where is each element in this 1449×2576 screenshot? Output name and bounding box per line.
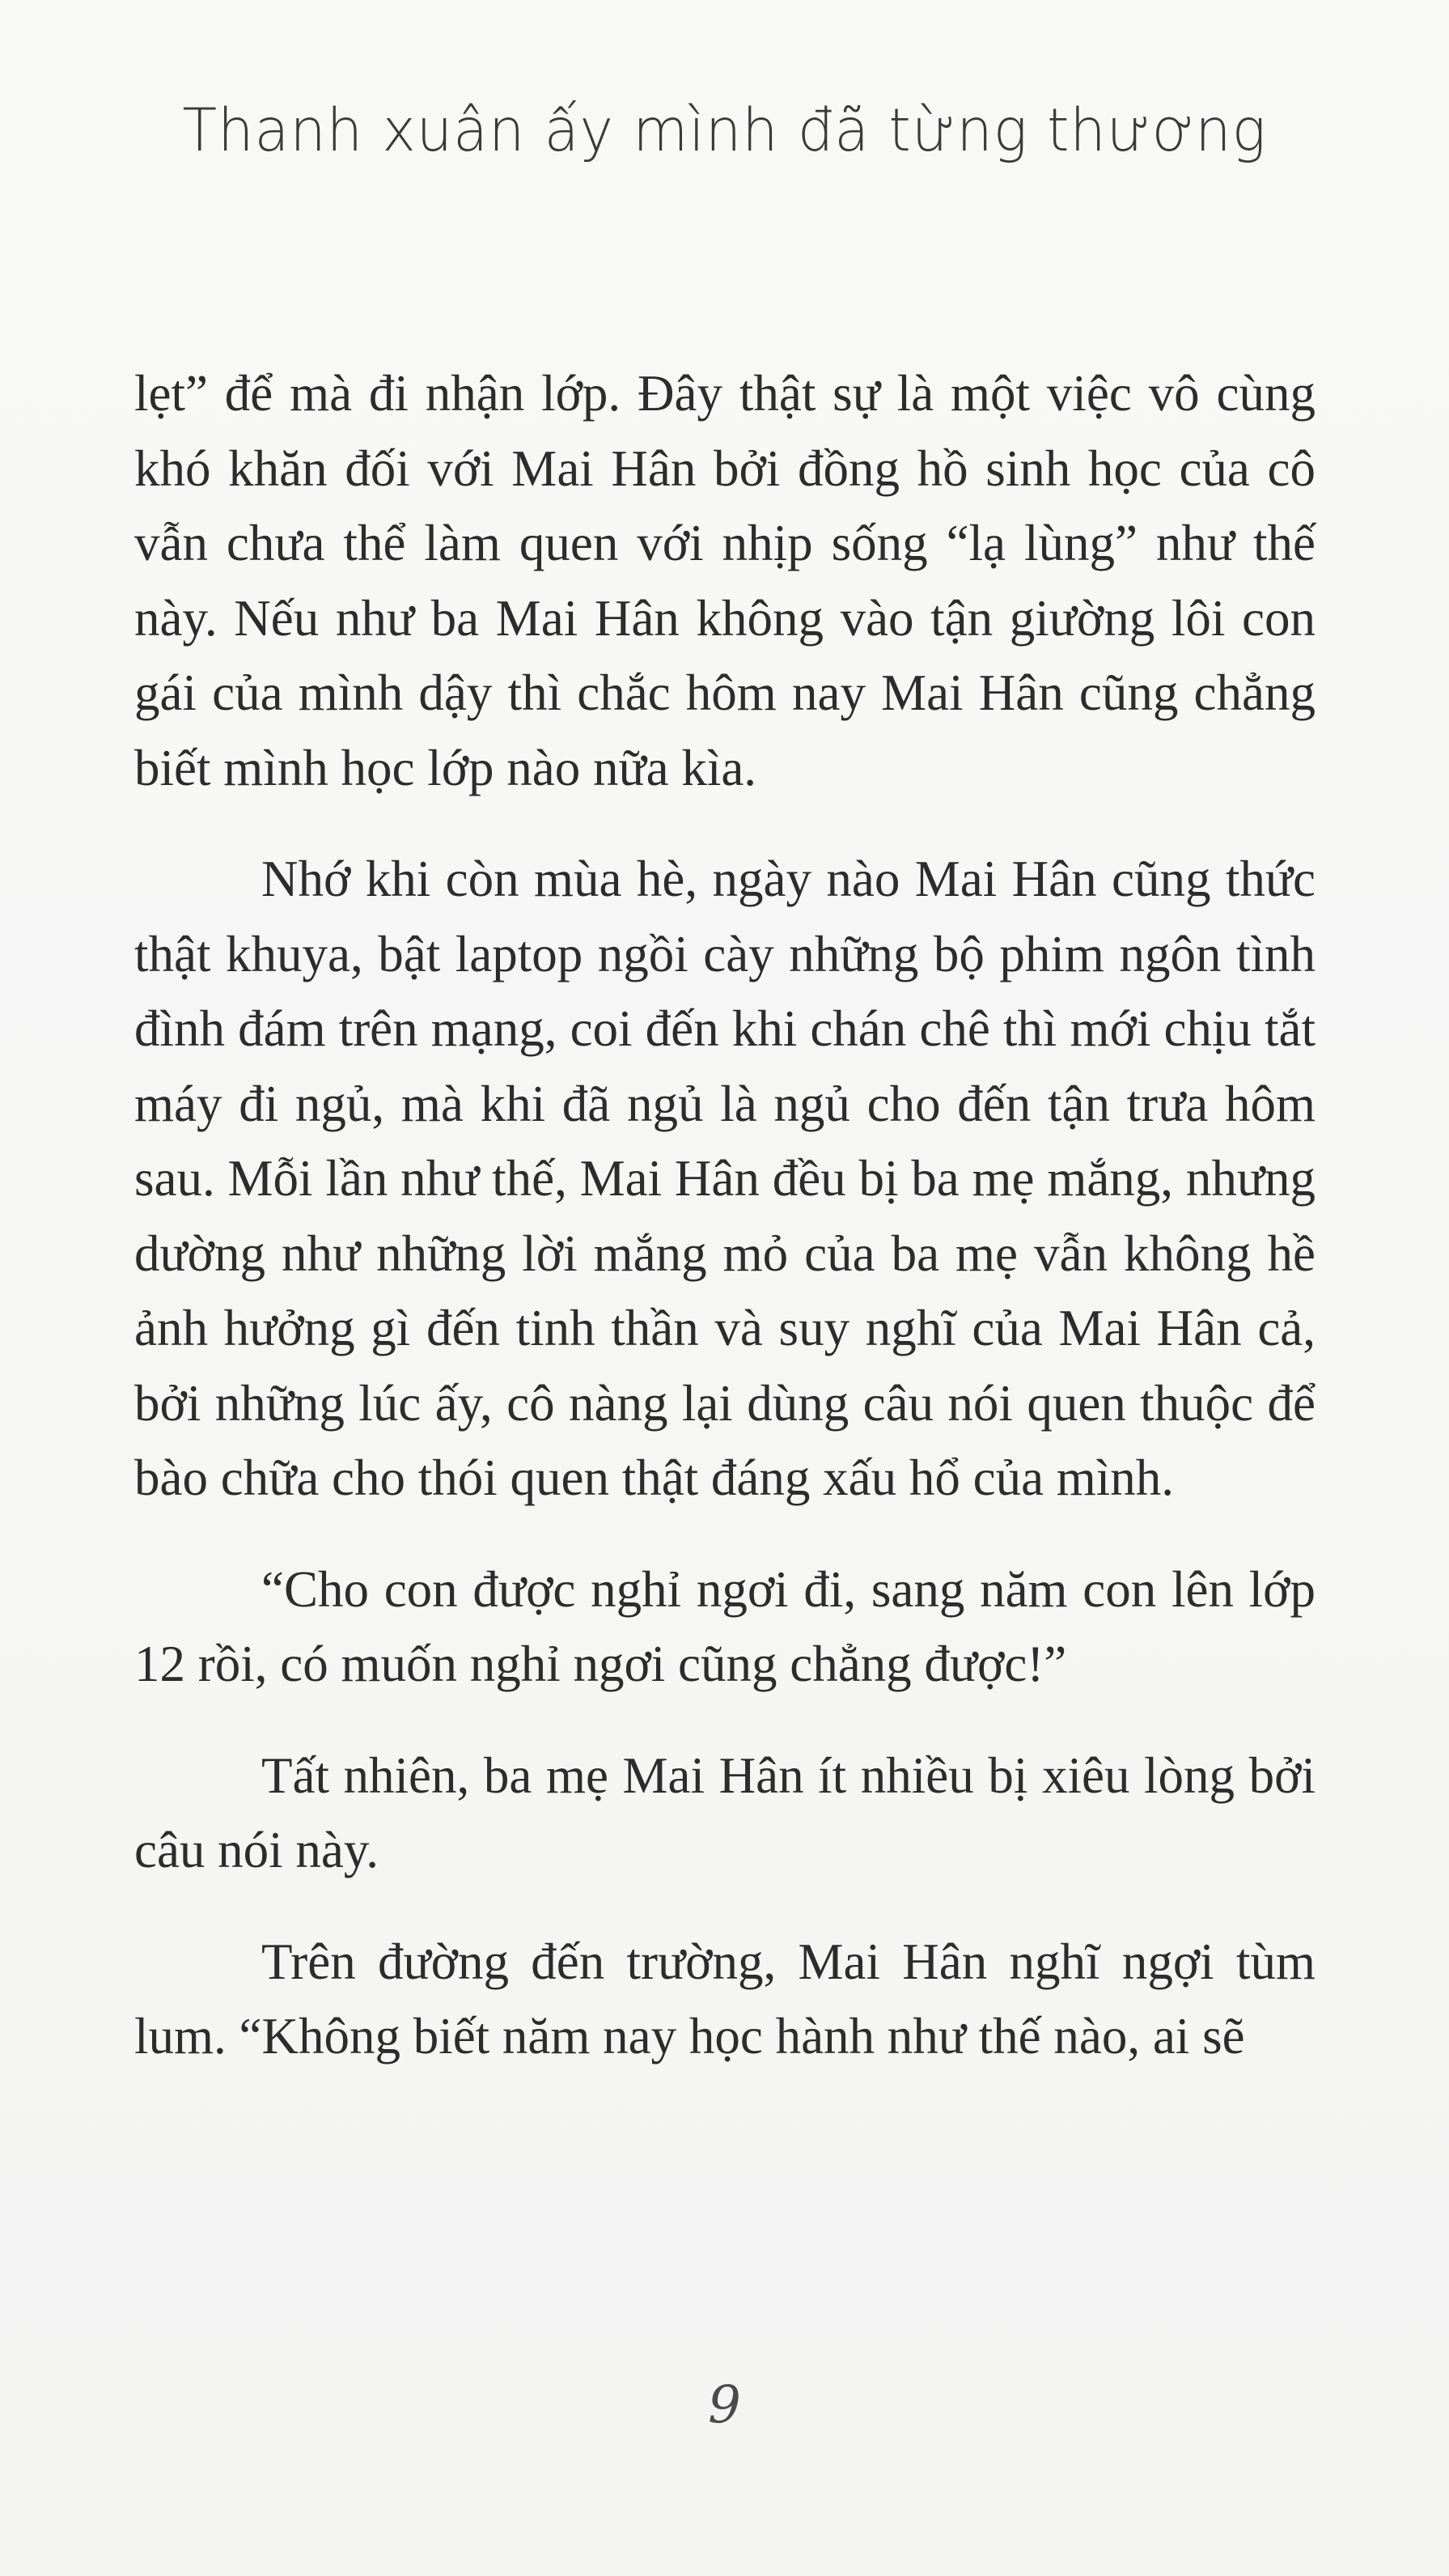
- page-number: 9: [708, 2375, 741, 2435]
- paragraph: Trên đường đến trường, Mai Hân nghĩ ngợi tùm lum. “Không biết năm nay học hành như thế nào, ai sẽ: [134, 1933, 1316, 2065]
- paragraph: Tất nhiên, ba mẹ Mai Hân ít nhiều bị xiêu lòng bởi câu nói này.: [134, 1746, 1316, 1878]
- body-text: [134, 356, 1316, 2074]
- running-header: Thanh xuân ấy mình đã từng thương: [182, 95, 1267, 166]
- paragraph: Nhớ khi còn mùa hè, ngày nào Mai Hân cũng thức thật khuya, bật laptop ngồi cày những bộ phim ngôn tình đình đám trên mạng, coi đến khi chán chê thì mới chịu tắt máy đi ngủ, mà khi đã ngủ là ngủ cho đến tận trưa hôm sau. Mỗi lần như thế, Mai Hân đều bị ba mẹ mắng, nhưng dường như những lời mắng mỏ của ba mẹ vẫn không hề ảnh hưởng gì đến tinh thần và suy nghĩ của Mai Hân cả, bởi những lúc ấy, cô nàng lại dùng câu nói quen thuộc để bào chữa cho thói quen thật đáng xấu hổ của mình.: [134, 851, 1316, 1506]
- paragraph-continued: lẹt” để mà đi nhận lớp. Đây thật sự là một việc vô cùng khó khăn đối với Mai Hân bởi đồng hồ sinh học của cô vẫn chưa thể làm quen với nhịp sống “lạ lùng” như thế này. Nếu như ba Mai Hân không vào tận giường lôi con gái của mình dậy thì chắc hôm nay Mai Hân cũng chẳng biết mình học lớp nào nữa kìa.: [134, 365, 1316, 796]
- paragraph-quote: “Cho con được nghỉ ngơi đi, sang năm con lên lớp 12 rồi, có muốn nghỉ ngơi cũng chẳng được!”: [134, 1560, 1316, 1692]
